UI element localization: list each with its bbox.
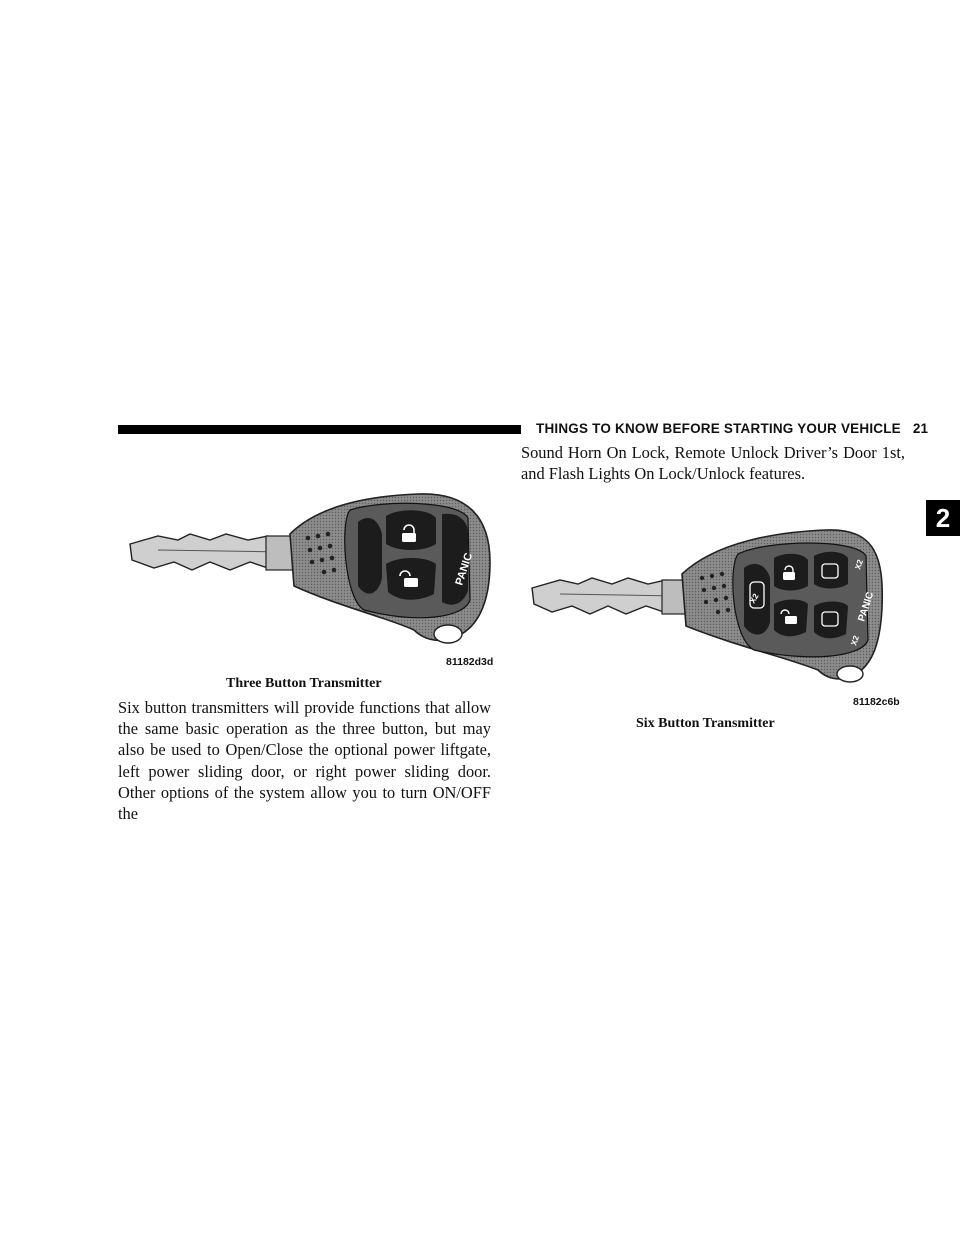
six-button-key-illustration [526, 512, 906, 697]
header-title: THINGS TO KNOW BEFORE STARTING YOUR VEHICLE [536, 421, 901, 436]
x2-label: X2 [853, 558, 865, 571]
body-paragraph: Six button transmitters will provide functions that allow the same basic operation as the three button, but may also be used to Open/Close the optional power liftgate, left power sliding door, or right power sliding door. Other options of the system allow you to turn ON/OFF the [118, 698, 491, 824]
panic-label: PANIC [453, 551, 476, 587]
panic-label: PANIC [856, 590, 877, 623]
x2-label: X2 [849, 634, 861, 647]
x2-label: X2 [747, 592, 761, 605]
chapter-tab: 2 [926, 500, 960, 536]
header-rule [118, 425, 521, 434]
body-paragraph-continued: Sound Horn On Lock, Remote Unlock Driver’s Door 1st, and Flash Lights On Lock/Unlock features. [521, 443, 905, 484]
figure-caption: Six Button Transmitter [636, 716, 775, 731]
figure-code: 81182d3d [446, 656, 494, 668]
three-button-key-illustration [118, 478, 508, 658]
six-button-transmitter-figure [526, 512, 906, 697]
page-number: 21 [912, 421, 929, 436]
three-button-transmitter-figure [118, 478, 508, 658]
figure-code: 81182c6b [853, 696, 900, 708]
figure-caption: Three Button Transmitter [226, 676, 382, 691]
running-header [536, 421, 928, 436]
